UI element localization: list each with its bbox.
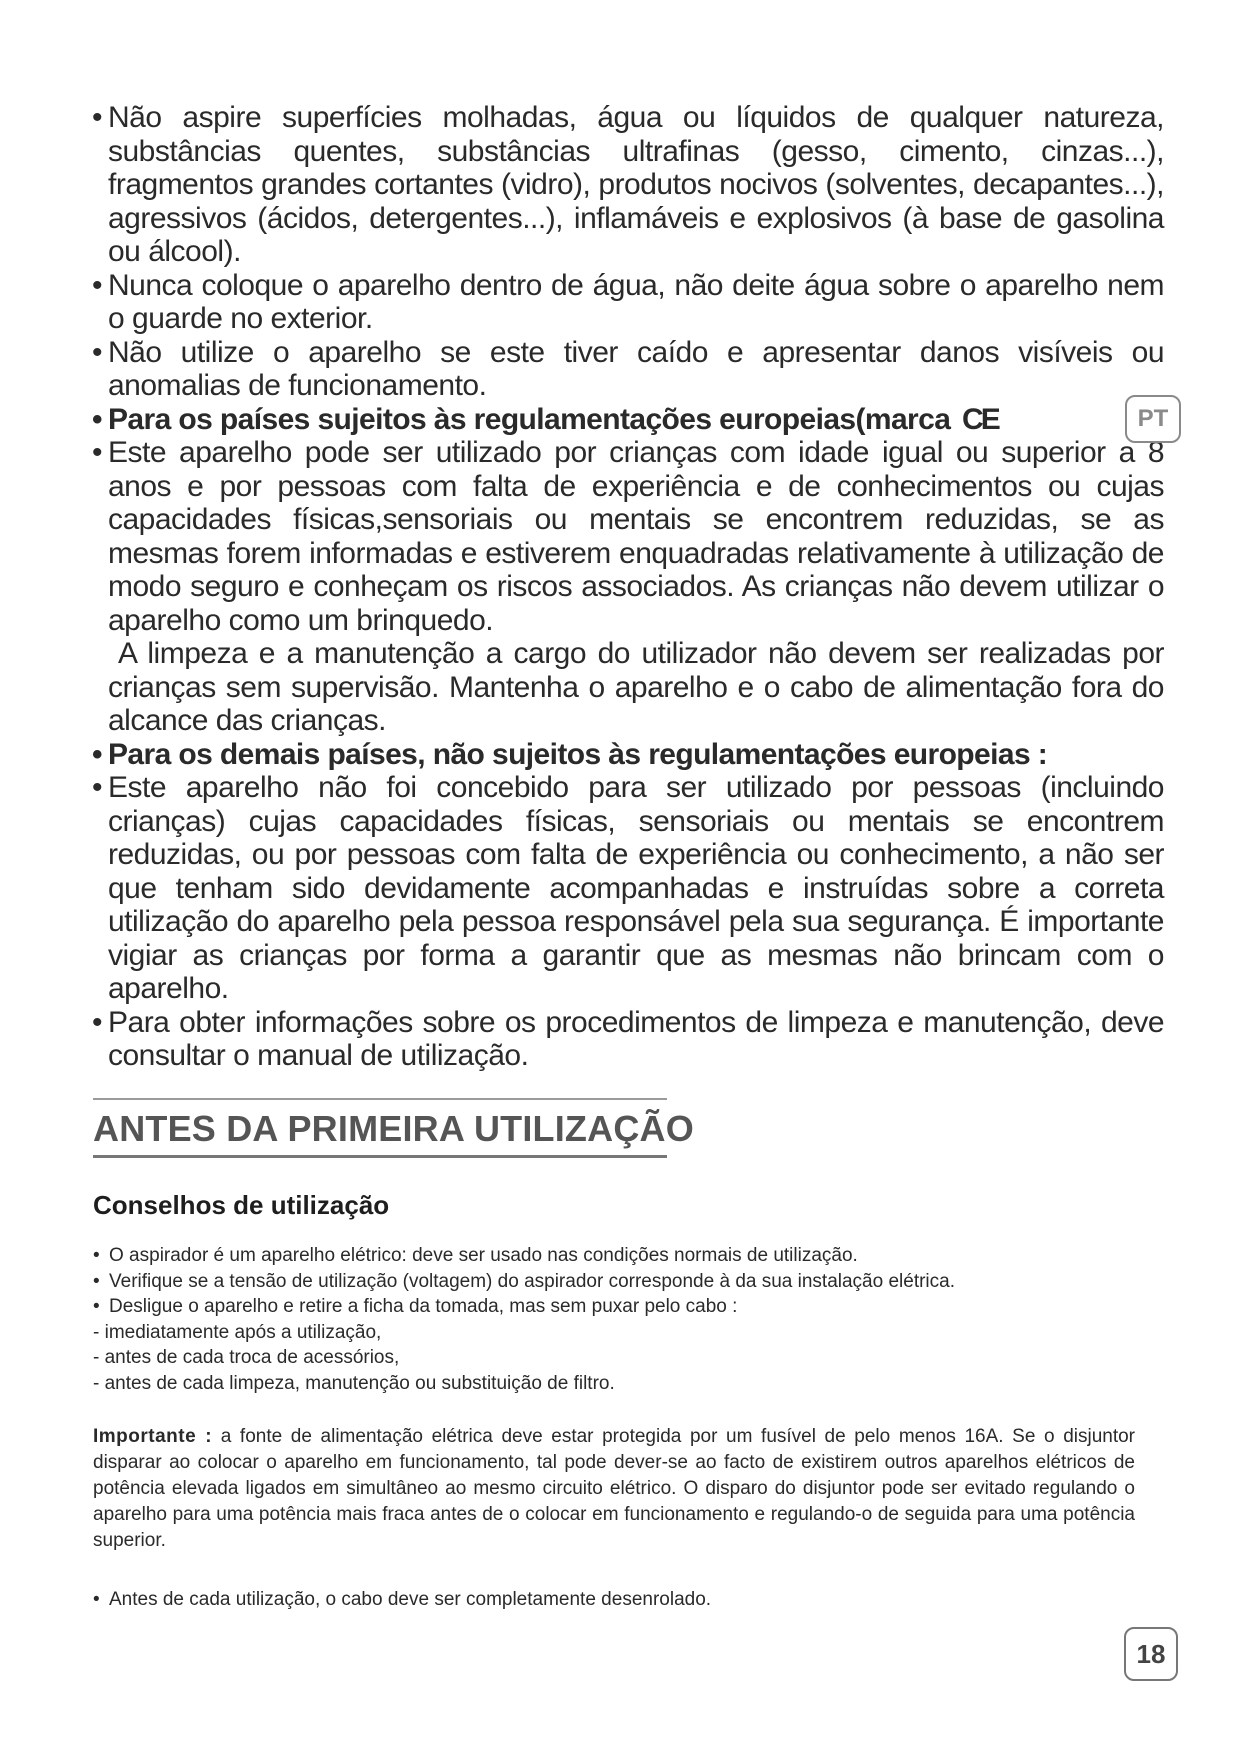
language-tag: PT (1125, 395, 1181, 443)
usage-tips (93, 1243, 1135, 1396)
list-item (93, 1243, 1135, 1269)
subsection-title: Conselhos de utilização (93, 1190, 390, 1220)
bullet: • (93, 1589, 100, 1610)
list-item (93, 1269, 1135, 1295)
bullet: • (92, 771, 103, 804)
ce-mark-icon: CE (962, 402, 998, 436)
bullet: • (92, 402, 102, 436)
manual-text: Para obter informações sobre os procedimentos de limpeza e manutenção, deve consultar o manual de utilização. (108, 1005, 1164, 1072)
section-rule-bottom (93, 1155, 667, 1158)
bullet: • (92, 737, 102, 771)
important-text: a fonte de alimentação elétrica deve estar protegida por um fusível de pelo menos 16A. Se o disjuntor disparar ao colocar o aparelho em funcionamento, tal pode dever-se ao facto de existirem outros aparelhos elétricos de potência elevada ligados em simultâneo ao mesmo circuito elétrico. O disparo do disjuntor pode ser evitado regulando o aparelho para uma potência mais fraca antes de o colocar em funcionamento e regulando-o de seguida para uma potência superior. (93, 1426, 1136, 1551)
bullet: • (93, 1270, 100, 1292)
bullet: • (92, 1005, 103, 1039)
bullet: • (92, 335, 103, 369)
tip-text: Verifique se a tensão de utilização (voltagem) do aspirador corresponde à da sua instalação elétrica. (109, 1270, 956, 1292)
list-item (92, 101, 1164, 269)
bullet: • (92, 436, 103, 469)
tip-text: Antes de cada utilização, o cabo deve ser completamente desenrolado. (109, 1589, 712, 1610)
list-item (93, 1587, 1135, 1612)
safety-text-water: Nunca coloque o aparelho dentro de água, não deite água sobre o aparelho nem o guarde no exterior. (108, 268, 1164, 335)
other-countries-heading: Para os demais países, não sujeitos às regulamentações europeias : (108, 737, 1048, 771)
section-rule-top (93, 1098, 667, 1100)
list-item (92, 771, 1164, 1006)
safety-text-wet-surfaces: Não aspire superfícies molhadas, água ou líquidos de qualquer natureza, substâncias quentes, substâncias ultrafinas (gesso, cimento, cinzas...), fragmentos grandes cortantes (vidro), produtos nocivos (solventes, decapantes...), agressivos (ácidos, detergentes...), inflamáveis e explosivos (à base de gasolina ou álcool). (108, 101, 1164, 268)
eu-text: Este aparelho pode ser utilizado por crianças com idade igual ou superior a 8 anos e por pessoas com falta de experiência e de conhecimentos ou cujas capacidades físicas,sensoriais ou mentais se encontrem reduzidas, se as mesmas forem informadas e estiverem enquadradas relativamente à utilização de modo seguro e conheçam os riscos associados. As crianças não devem utilizar o aparelho como um brinquedo. (108, 436, 1164, 637)
tip-text: O aspirador é um aparelho elétrico: deve ser usado nas condições normais de utilização. (109, 1245, 858, 1266)
list-item (92, 1006, 1164, 1073)
section-title: ANTES DA PRIMEIRA UTILIZAÇÃO (93, 1108, 694, 1149)
list-item (92, 436, 1164, 637)
dash-item: - antes de cada limpeza, manutenção ou substituição de filtro. (93, 1372, 615, 1394)
final-tip (93, 1587, 1135, 1612)
important-note (93, 1424, 1135, 1554)
dash-item: - imediatamente após a utilização, (93, 1321, 382, 1343)
list-item (93, 1294, 1135, 1320)
eu-heading: Para os países sujeitos às regulamentações europeias(marca (108, 402, 951, 436)
bullet: • (92, 268, 103, 302)
list-item (92, 336, 1164, 403)
safety-instructions (92, 101, 1164, 1073)
eu-text-cleaning: A limpeza e a manutenção a cargo do utilizador não devem ser realizadas por crianças sem supervisão. Mantenha o aparelho e o cabo de alimentação fora do alcance das crianças. (108, 637, 1164, 737)
list-item (92, 269, 1164, 336)
list-item (92, 403, 1164, 437)
bullet: • (93, 1296, 100, 1317)
list-item (92, 738, 1164, 772)
bullet: • (93, 1245, 100, 1266)
other-countries-text: Este aparelho não foi concebido para ser utilizado por pessoas (incluindo crianças) cujas capacidades físicas, sensoriais ou mentais se encontrem reduzidas, ou por pessoas com falta de experiência ou conhecimento, a não ser que tenham sido devidamente acompanhadas e instruídas sobre a correta utilização do aparelho pela pessoa responsável pela sua segurança. É importante vigiar as crianças por forma a garantir que as mesmas não brincam com o aparelho. (108, 771, 1164, 1005)
dash-item: - antes de cada troca de acessórios, (93, 1347, 400, 1368)
tip-text: Desligue o aparelho e retire a ficha da tomada, mas sem puxar pelo cabo : (109, 1296, 738, 1317)
list-item (92, 637, 1164, 738)
safety-text-damaged: Não utilize o aparelho se este tiver caído e apresentar danos visíveis ou anomalias de funcionamento. (108, 335, 1164, 402)
bullet: • (92, 101, 103, 134)
page-number: 18 (1124, 1627, 1178, 1681)
important-label: Importante : (93, 1426, 213, 1447)
